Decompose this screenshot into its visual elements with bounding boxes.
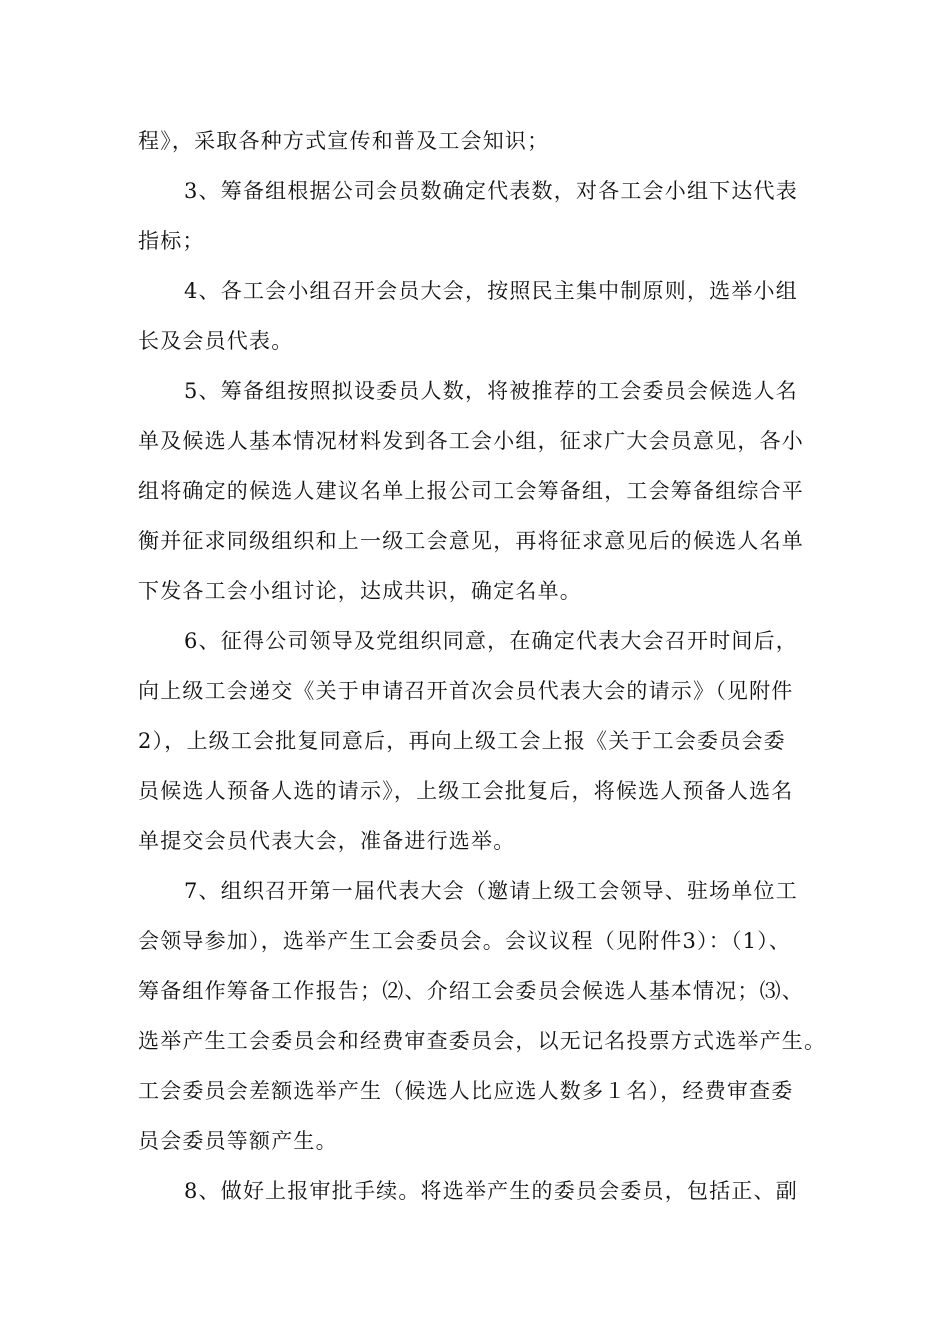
- text-line: 4、各工会小组召开会员大会，按照民主集中制原则，选举小组: [184, 279, 798, 303]
- text-line: 7、组织召开第一届代表大会（邀请上级工会领导、驻场单位工: [184, 879, 798, 903]
- text-line: 5、筹备组按照拟设委员人数，将被推荐的工会委员会候选人名: [184, 379, 798, 403]
- text-line: 3、筹备组根据公司会员数确定代表数，对各工会小组下达代表: [184, 179, 798, 203]
- text-line: 单提交会员代表大会，准备进行选举。: [138, 829, 516, 853]
- text-line: 选举产生工会委员会和经费审查委员会，以无记名投票方式选举产生。: [138, 1029, 827, 1053]
- text-line: 8、做好上报审批手续。将选举产生的委员会委员，包括正、副: [184, 1179, 798, 1203]
- text-line: 员候选人预备人选的请示》，上级工会批复后，将候选人预备人选名: [138, 779, 794, 803]
- text-line: 工会委员会差额选举产生（候选人比应选人数多１名），经费审查委: [138, 1079, 794, 1103]
- text-line: 员会委员等额产生。: [138, 1129, 338, 1153]
- text-line: 下发各工会小组讨论，达成共识，确定名单。: [138, 579, 582, 603]
- text-line: 组将确定的候选人建议名单上报公司工会筹备组，工会筹备组综合平: [138, 479, 804, 503]
- text-line: 向上级工会递交《关于申请召开首次会员代表大会的请示》（见附件: [138, 679, 794, 703]
- text-line: 指标；: [138, 229, 205, 253]
- text-line: 2），上级工会批复同意后，再向上级工会上报《关于工会委员会委: [138, 729, 786, 753]
- text-line: 会领导参加），选举产生工会委员会。会议议程（见附件3）：（1）、: [138, 929, 792, 953]
- text-line: 程》，采取各种方式宣传和普及工会知识；: [138, 129, 550, 153]
- text-line: 6、征得公司领导及党组织同意，在确定代表大会召开时间后，: [184, 629, 798, 653]
- text-line: 筹备组作筹备工作报告；⑵、介绍工会委员会候选人基本情况；⑶、: [138, 979, 804, 1003]
- text-line: 长及会员代表。: [138, 329, 294, 353]
- text-line: 衡并征求同级组织和上一级工会意见，再将征求意见后的候选人名单: [138, 529, 804, 553]
- text-line: 单及候选人基本情况材料发到各工会小组，征求广大会员意见，各小: [138, 429, 804, 453]
